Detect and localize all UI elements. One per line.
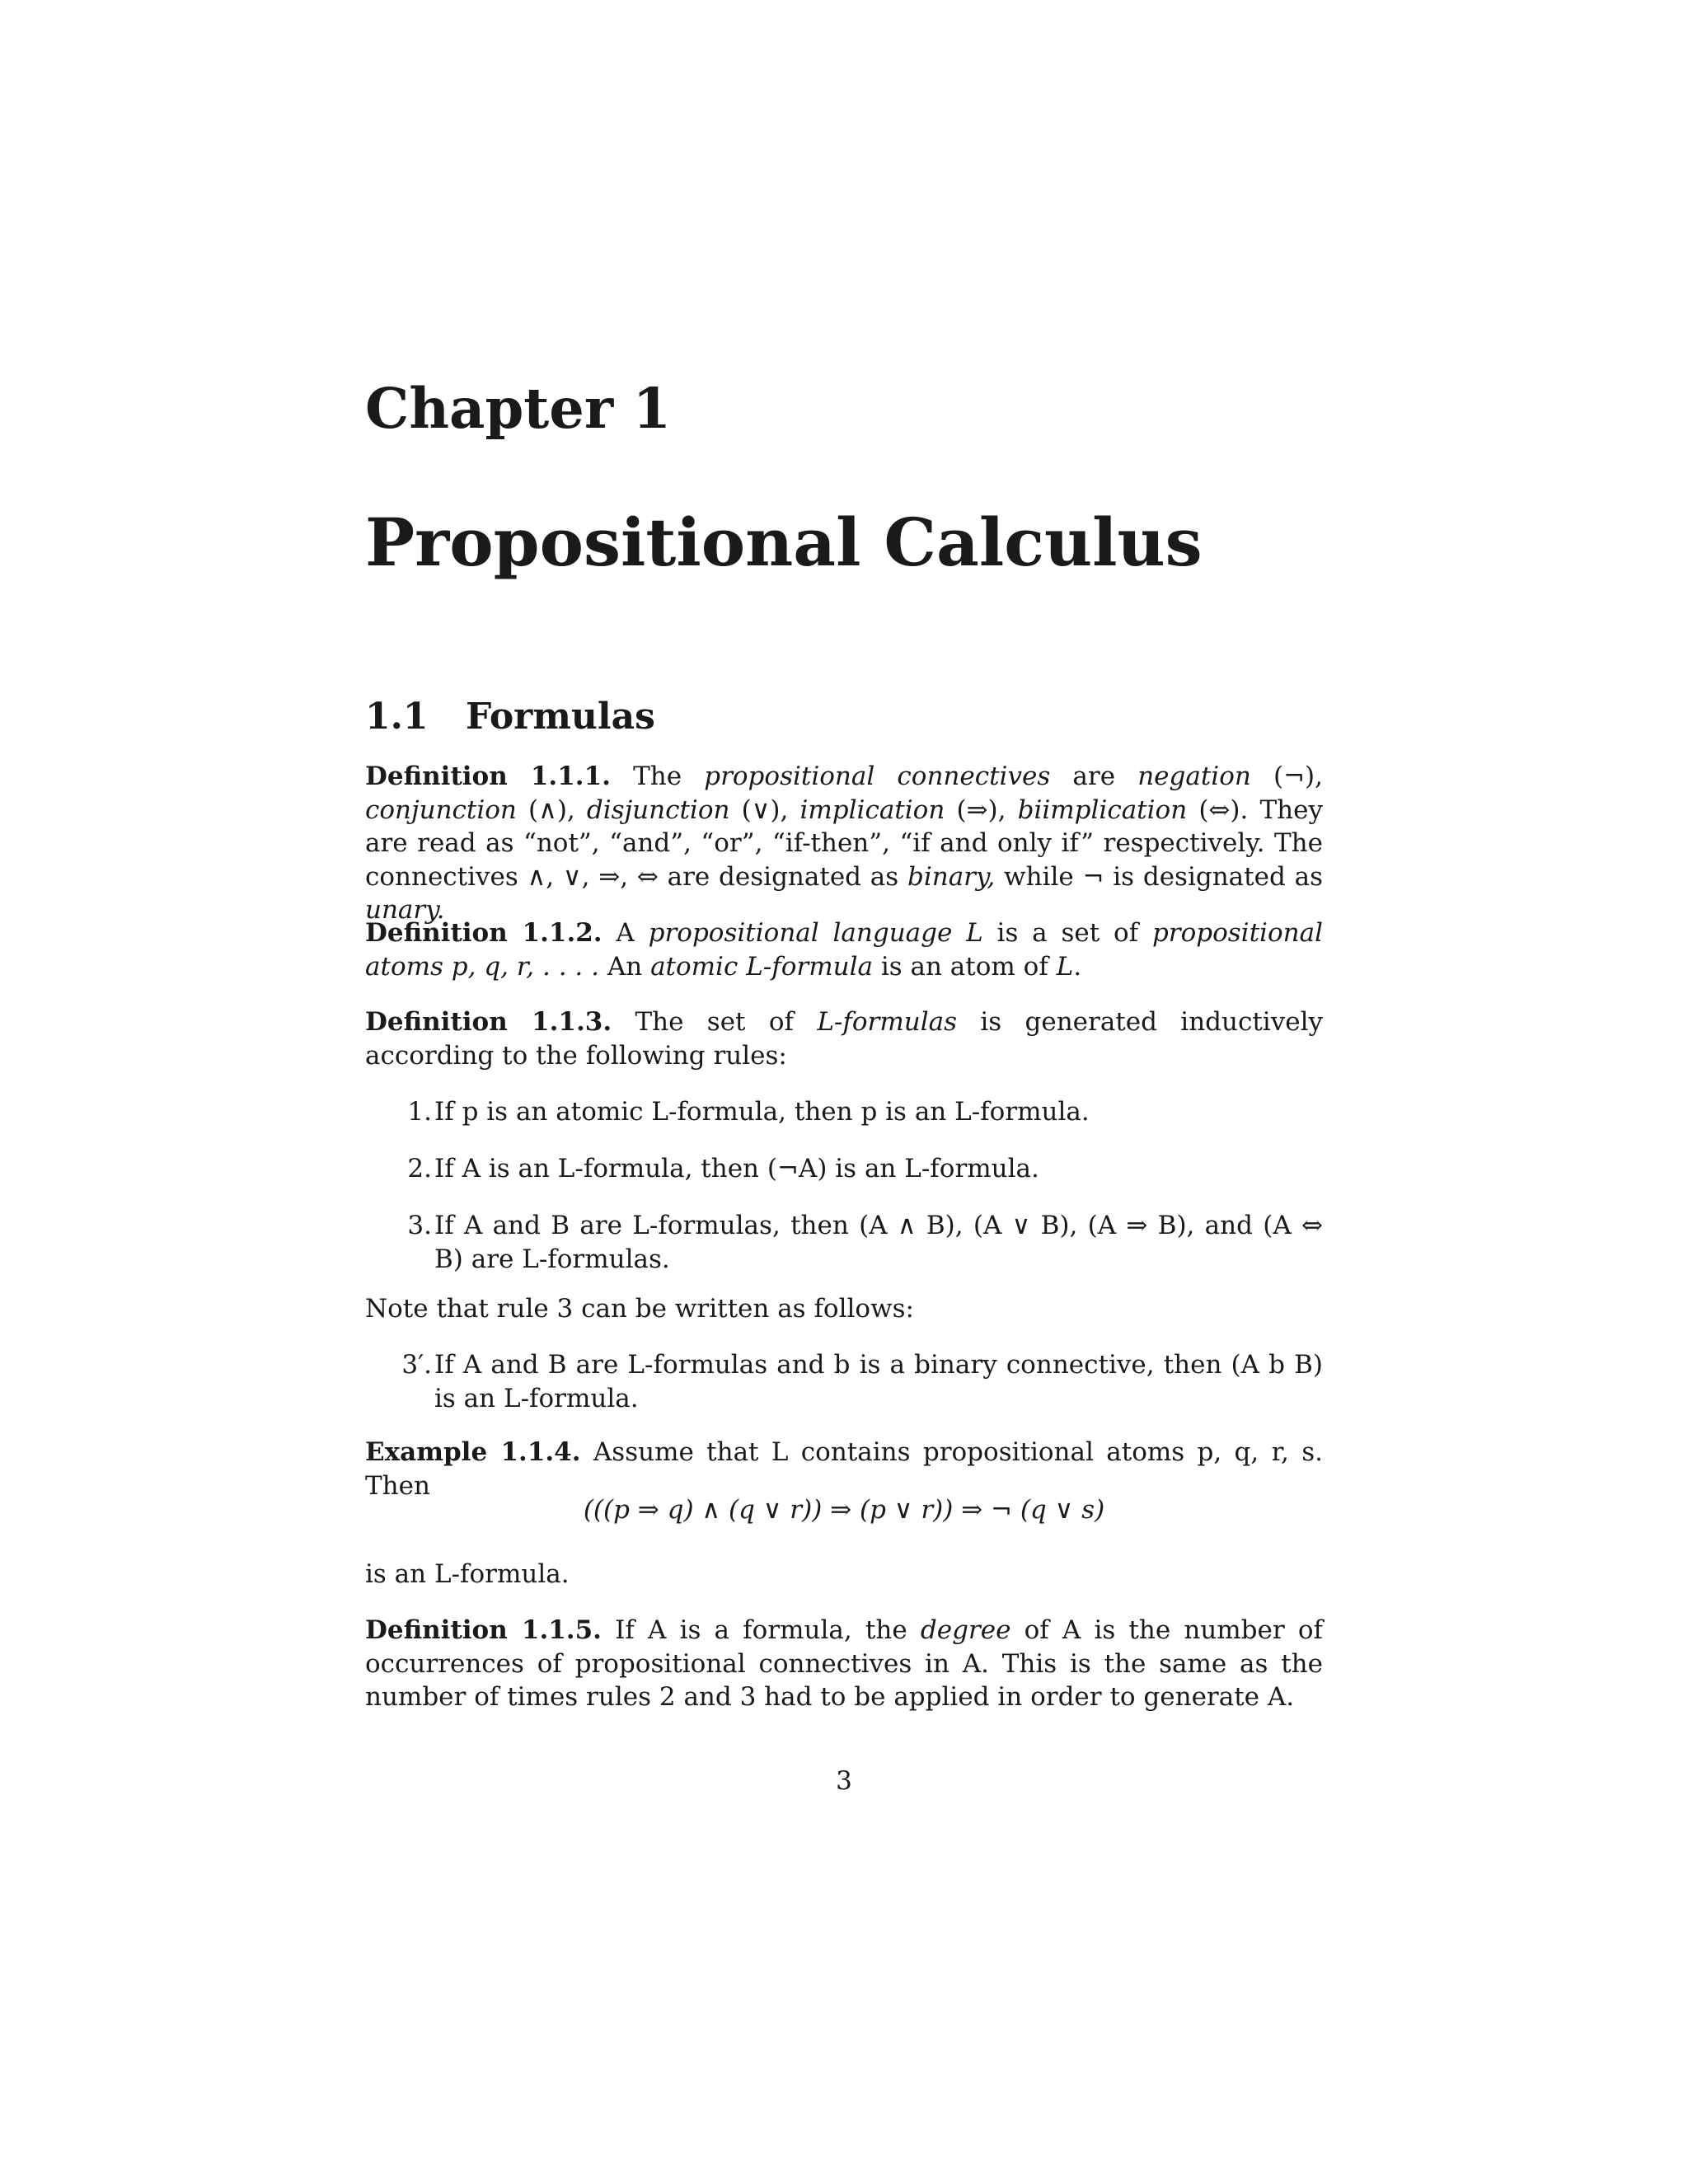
page-number: 3 bbox=[836, 1766, 852, 1796]
chapter-label: Chapter 1 bbox=[365, 376, 672, 441]
text-run: If A is a formula, the bbox=[601, 1615, 921, 1645]
text-run: (¬), bbox=[1250, 762, 1324, 791]
text-run: (∧), bbox=[516, 794, 587, 825]
emphasis: unary. bbox=[365, 895, 445, 925]
emphasis: L bbox=[1056, 951, 1074, 982]
rule-text: If p is an atomic L-formula, then p is an L-formula. bbox=[434, 1097, 1090, 1127]
emphasis: propositional connectives bbox=[704, 762, 1051, 791]
text-run: are bbox=[1050, 762, 1138, 791]
emphasis: conjunction bbox=[365, 794, 517, 825]
emphasis: biimplication bbox=[1017, 794, 1188, 825]
emphasis: atomic L-formula bbox=[650, 951, 873, 982]
text-run: (∨), bbox=[729, 794, 800, 825]
emphasis: implication bbox=[799, 794, 945, 825]
definition-label: Definition 1.1.2. bbox=[365, 918, 603, 948]
text-run: is a set of bbox=[982, 918, 1152, 948]
note-paragraph: Note that rule 3 can be written as follows: bbox=[365, 1294, 914, 1324]
rule-text: If A and B are L-formulas, then (A ∧ B), (A ∨ B), (A ⇒ B), and (A ⇔ B) are L-formulas. bbox=[434, 1211, 1323, 1274]
definition-label: Definition 1.1.5. bbox=[365, 1615, 602, 1645]
section-title: Formulas bbox=[466, 696, 655, 738]
text-run: is an atom of bbox=[872, 951, 1057, 982]
text-run: The set of bbox=[612, 1007, 818, 1037]
definition-1-1-5 bbox=[365, 1614, 1323, 1714]
emphasis: disjunction bbox=[586, 794, 730, 825]
list-marker: 2. bbox=[407, 1154, 432, 1183]
emphasis: propositional language L bbox=[648, 918, 983, 948]
example-formula: (((p ⇒ q) ∧ (q ∨ r)) ⇒ (p ∨ r)) ⇒ ¬ (q ∨ s) bbox=[583, 1495, 1105, 1525]
definition-1-1-3 bbox=[365, 1005, 1323, 1072]
section-number: 1.1 bbox=[365, 696, 429, 738]
text-run: while ¬ is designated as bbox=[995, 861, 1323, 892]
list-marker: 3. bbox=[407, 1211, 432, 1240]
example-conclusion: is an L-formula. bbox=[365, 1559, 570, 1589]
text-run: (⇔). They are read as “not”, “and”, “or”, “if-then”, “if and only if” respectively. The connectives ∧, ∨, ⇒, ⇔ are designated as bbox=[365, 794, 1323, 892]
example-1-1-4 bbox=[365, 1436, 1323, 1502]
emphasis: L-formulas bbox=[817, 1007, 958, 1037]
definition-1-1-2 bbox=[365, 916, 1323, 983]
list-marker: 1. bbox=[407, 1097, 432, 1127]
text-run: is generated inductively according to the following rules: bbox=[365, 1007, 1324, 1071]
text-run: of A is the number of occurrences of propositional connectives in A. This is the same as the number of times rules 2 and 3 had to be applied in order to generate A. bbox=[365, 1615, 1323, 1712]
text-run: Assume that L contains propositional atoms p, q, r, s. Then bbox=[365, 1437, 1323, 1501]
chapter-title: Propositional Calculus bbox=[365, 504, 1203, 581]
text-run: . bbox=[1073, 951, 1082, 982]
definition-label: Definition 1.1.3. bbox=[365, 1007, 612, 1037]
definition-1-1-1 bbox=[365, 760, 1323, 927]
text-run: (⇒), bbox=[945, 794, 1018, 825]
emphasis: negation bbox=[1137, 762, 1251, 791]
text-run: An bbox=[599, 951, 651, 982]
rule-text: If A is an L-formula, then (¬A) is an L-formula. bbox=[434, 1154, 1039, 1183]
emphasis: degree bbox=[920, 1615, 1011, 1645]
emphasis: binary, bbox=[907, 861, 996, 892]
emphasis: propositional atoms bbox=[365, 918, 1323, 982]
text-run: The bbox=[610, 762, 705, 791]
emphasis: p, q, r, . . . . bbox=[451, 951, 599, 982]
example-label: Example 1.1.4. bbox=[365, 1437, 581, 1467]
list-marker: 3′. bbox=[401, 1350, 432, 1380]
text-run: A bbox=[602, 918, 649, 948]
section-heading bbox=[365, 696, 655, 738]
definition-label: Definition 1.1.1. bbox=[365, 762, 611, 791]
rule-text: If A and B are L-formulas and b is a binary connective, then (A b B) is an L-formula. bbox=[434, 1350, 1323, 1413]
